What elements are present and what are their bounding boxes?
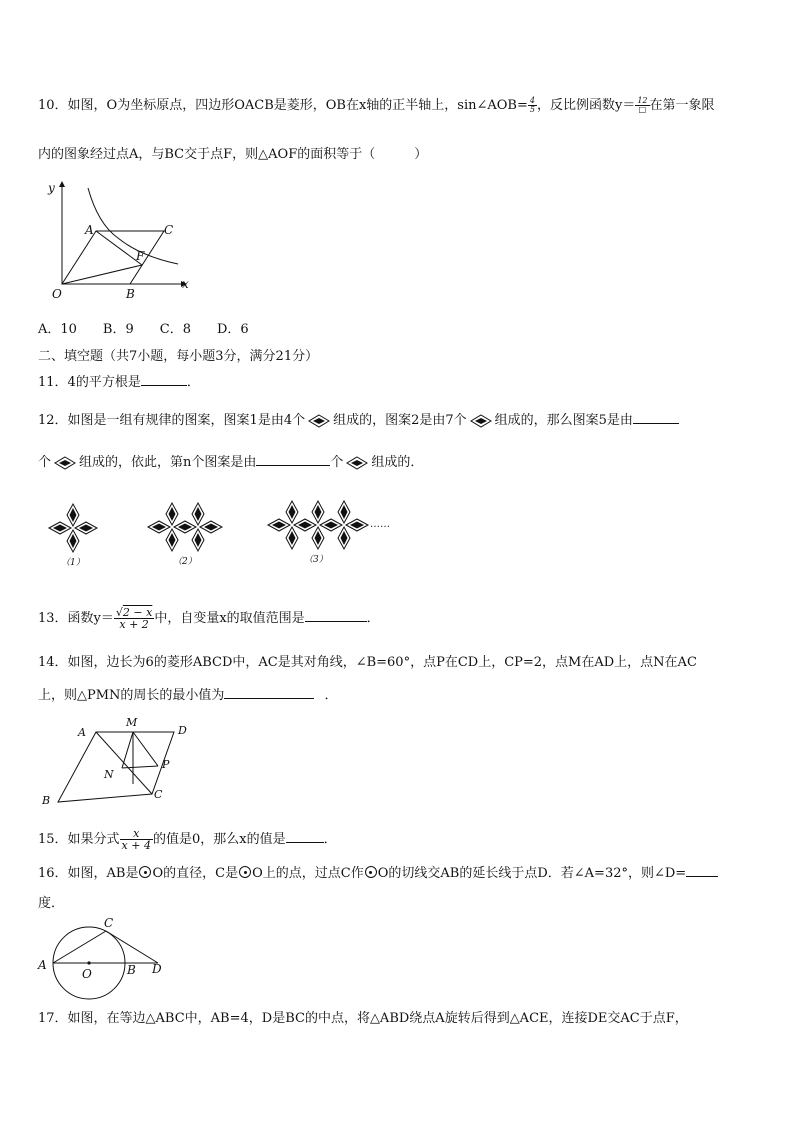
section-2-heading: 二、填空题（共7小题，每小题3分，满分21分） bbox=[38, 349, 319, 364]
pattern-1 bbox=[49, 504, 97, 552]
diamond-icon bbox=[470, 414, 492, 428]
q10-choices: A．10 B．9 C．8 D．6 bbox=[38, 322, 249, 337]
circle-dot-icon bbox=[239, 866, 251, 878]
label-y: y bbox=[48, 181, 55, 195]
segment-mp bbox=[133, 732, 158, 766]
label-o: O bbox=[82, 967, 92, 981]
segment-of bbox=[62, 265, 142, 284]
q12-blank-2[interactable] bbox=[256, 453, 330, 466]
label-d: D bbox=[152, 962, 162, 976]
q16-line1: 16．如图，AB是 O的直径，C是 O上的点，过点C作 O的切线交AB的延长线于点D．若∠A=32°，则∠D= bbox=[38, 864, 718, 883]
q10-line2: 内的图象经过点A，与BC交于点F，则△AOF的面积等于（ ） bbox=[38, 147, 428, 162]
label-c: C bbox=[104, 916, 114, 930]
q13: 13．函数y＝ $\frac{√2 - x}{x + 2}$ 中，自变量x的取值范围是 ． bbox=[38, 606, 380, 631]
segment-mn bbox=[122, 732, 133, 768]
q12-line2: 个 组成的，依此，第n个图案是由 个 组成的． bbox=[38, 455, 424, 470]
q10-figure bbox=[40, 176, 200, 304]
q14-line2: 上，则△PMN的周长的最小值为 ． bbox=[38, 688, 338, 703]
label-c: C bbox=[164, 223, 174, 237]
caption-1: （1） bbox=[61, 558, 85, 568]
label-n: N bbox=[104, 768, 114, 781]
center-o bbox=[87, 961, 90, 964]
label-d: D bbox=[178, 724, 187, 737]
label-a: A bbox=[38, 958, 47, 972]
q10-line1: 10．如图，O为坐标原点，四边形OACB是菱形，OB在x轴的正半轴上，sin∠AOB= $\frac{4}{5}$ ，反比例函数y＝ $\frac{12}{□}$ 在第一象限 bbox=[38, 96, 715, 114]
ellipsis: …… bbox=[370, 519, 390, 530]
q16-line2: 度． bbox=[38, 896, 65, 911]
diamond-icon bbox=[346, 456, 368, 470]
label-x: x bbox=[182, 277, 189, 291]
chord-ac bbox=[53, 931, 106, 963]
label-p: P bbox=[162, 758, 170, 771]
q12-blank-1[interactable] bbox=[633, 411, 679, 424]
label-o: O bbox=[52, 287, 62, 301]
k-fraction: $\frac{12}{□}$ bbox=[637, 96, 648, 114]
q15: 15．如果分式 $\frac{x}{x + 4}$ 的值是0，那么x的值是 ． bbox=[38, 827, 337, 852]
q16-blank[interactable] bbox=[686, 864, 718, 877]
label-a: A bbox=[85, 223, 94, 237]
label-b: B bbox=[126, 287, 135, 301]
q16-figure bbox=[34, 914, 174, 1004]
label-m: M bbox=[126, 716, 138, 729]
label-f: F bbox=[136, 249, 145, 263]
circle-dot-icon bbox=[365, 866, 377, 878]
label-b: B bbox=[127, 963, 136, 977]
q15-blank[interactable] bbox=[286, 830, 324, 843]
pattern-3 bbox=[268, 501, 368, 549]
label-b: B bbox=[42, 794, 51, 807]
rhombus-oacb bbox=[62, 231, 164, 284]
q11: 11．4的平方根是 ． bbox=[38, 375, 200, 390]
q12-line1: 12．如图是一组有规律的图案，图案1是由4个 组成的，图案2是由7个 组成的，那么图案5是由 bbox=[38, 411, 679, 430]
q13-blank[interactable] bbox=[305, 609, 367, 622]
q17-line1: 17．如图，在等边△ABC中，AB=4，D是BC的中点，将△ABD绕点A旋转后得到△ACE，连接DE交AC于点F， bbox=[38, 1011, 688, 1026]
q13-fraction: $\frac{√2 - x}{x + 2}$ bbox=[115, 606, 153, 631]
circle-dot-icon bbox=[139, 866, 151, 878]
q15-fraction: $\frac{x}{x + 4}$ bbox=[121, 827, 151, 852]
q12-patterns-figure bbox=[40, 494, 410, 572]
pattern-2 bbox=[148, 503, 222, 551]
q14-blank[interactable] bbox=[224, 686, 314, 699]
q14-line1: 14．如图，边长为6的菱形ABCD中，AC是其对角线，∠B=60°，点P在CD上，CP=2，点M在AD上，点N在AC bbox=[38, 655, 697, 670]
label-c: C bbox=[154, 788, 163, 801]
label-a: A bbox=[78, 726, 86, 739]
diamond-icon bbox=[308, 414, 330, 428]
q11-blank[interactable] bbox=[141, 373, 187, 386]
caption-2: （2） bbox=[173, 557, 197, 567]
tangent-cd bbox=[106, 931, 158, 963]
q14-figure bbox=[40, 714, 200, 808]
sin-fraction: $\frac{4}{5}$ bbox=[529, 96, 535, 114]
caption-3: （3） bbox=[304, 555, 328, 565]
diamond-icon bbox=[54, 456, 76, 470]
